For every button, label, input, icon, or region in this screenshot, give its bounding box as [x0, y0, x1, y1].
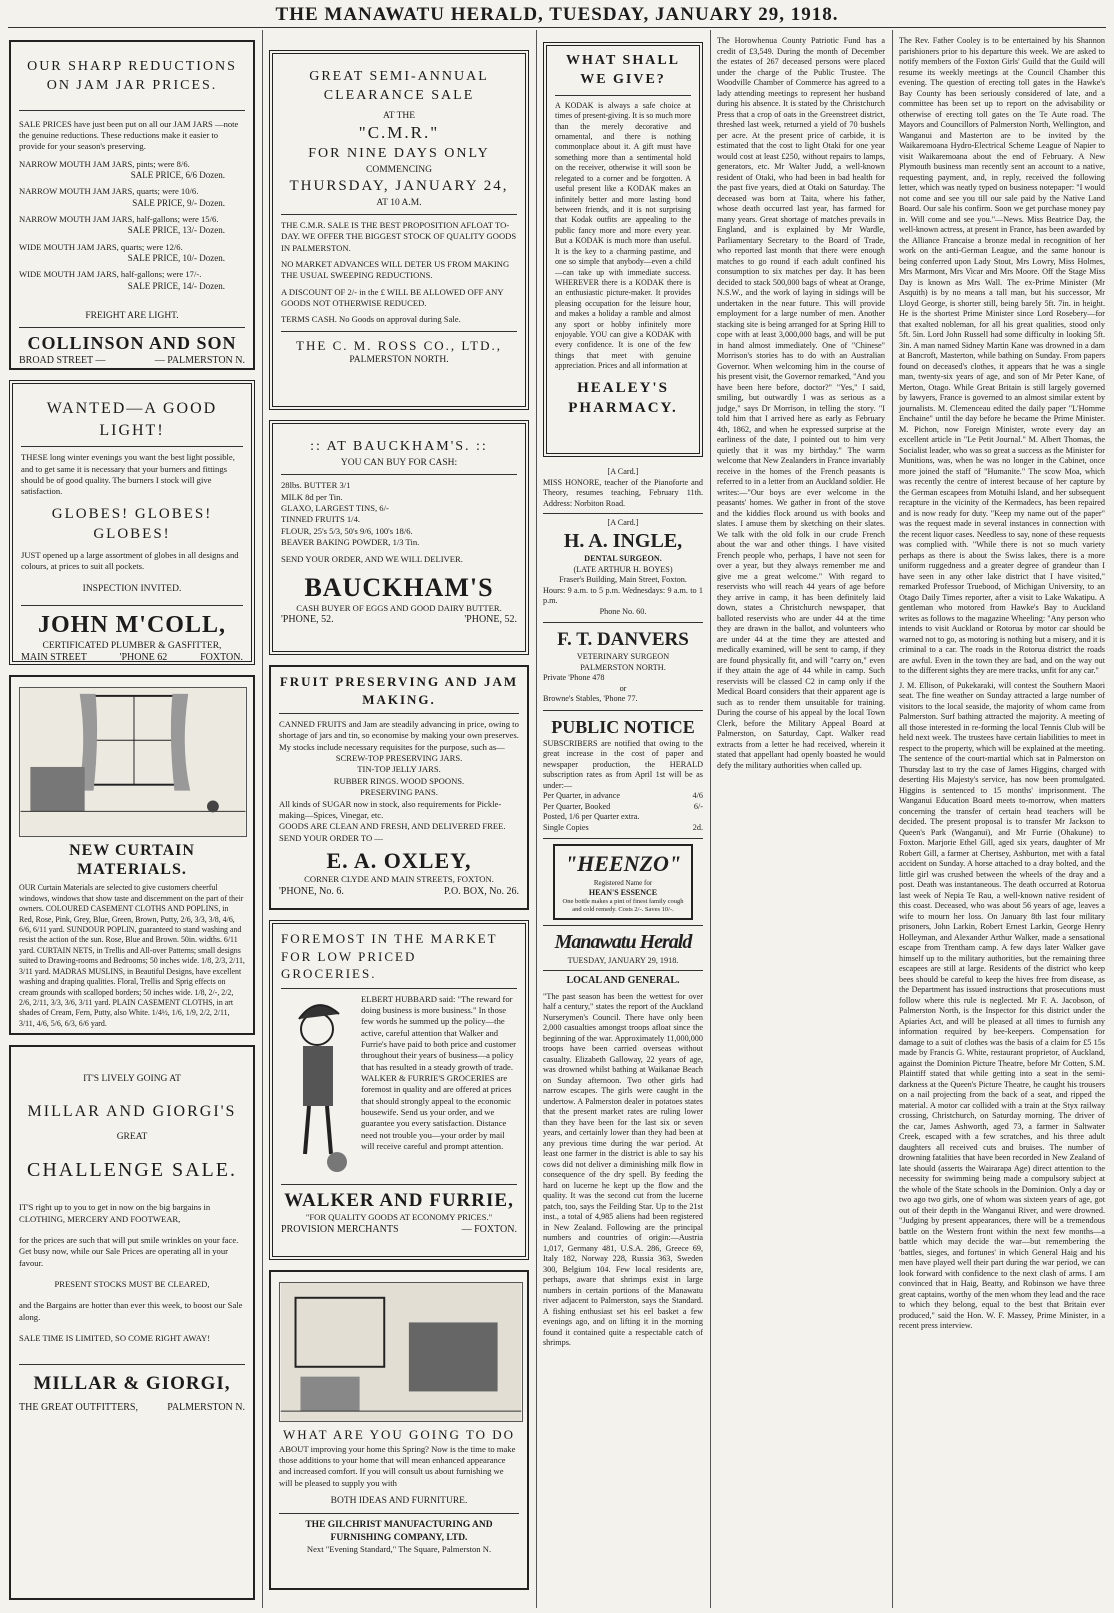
masthead-rule: [8, 27, 1106, 28]
cmr-city: PALMERSTON NORTH.: [349, 355, 449, 366]
walker-text: ELBERT HUBBARD said: "The reward for doing business is more business." In those few words he summed up the policy—the active, careful attention that Walker and Furrie's have paid to both price and customer throughout their years of business—a policy that has resulted in a steady growth of trade. WALKER & FURRIE'S GROCERIES are foremost in quality and are offered at prices that should strongly appeal to the economic housewife. Send us your order, and we guarantee you every satisfaction. Distance need not trouble you—your order by mail will receive careful and prompt attention.: [361, 993, 516, 1152]
bauck-item: FLOUR, 25's 5/3, 50's 9/6, 100's 18/6.: [281, 525, 413, 536]
jam-freight: FREIGHT ARE LIGHT.: [85, 310, 179, 321]
herald-date: TUESDAY, JANUARY 29, 1918.: [567, 956, 679, 966]
fruit-text: CANNED FRUITS and Jam are steadily advancing in price, owing to shortage of jars and tin, so economise by making your own preserves. My stocks include necessary requisites for the purpose, such as—: [279, 719, 519, 752]
jam-title-1: OUR SHARP REDUCTIONS: [27, 59, 237, 74]
jam-intro: SALE PRICES have just been put on all our JAM JARS —note the genuine reductions. These reductions make it easier to provide for your season's preserving.: [19, 118, 239, 152]
kodak-text: A KODAK is always a safe choice at times of present-giving. It is so much more than the merely decorative and ornamental, and there is nothing commonplace about it. A gift must have something more than a sentimental hold on the receiver, otherwise it will soon be relegated to a corner and be forgotten. A useful present like a KODAK makes an infinitely better and more lasting bond between friends, and it is not surprising that Kodak outfits are appealing to the public fancy more and more every year. But a KODAK is much more than useful. It is the key to a charming pastime, and one so simple that anybody—even a child—can take up with immediate success. WHEREVER there is a KODAK there is an enthusiastic picture-maker. It provides pleasing occupation for the leisure hour, and makes a holiday a ramble and almost any sport or hobby infinitely more enjoyable. YOU can give a KODAK with every confidence. It is one of the few things that meet with genuine appreciation. Prices and all information at: [555, 100, 691, 371]
rate-label: Per Quarter, Booked: [543, 801, 611, 811]
millar-text-3: PRESENT STOCKS MUST BE CLEARED,: [54, 1279, 210, 1289]
light-globes: GLOBES! GLOBES! GLOBES!: [51, 505, 213, 542]
rate-label: Posted, 1/6 per Quarter extra.: [543, 812, 640, 822]
bauck-phone-right: 'PHONE, 52.: [464, 614, 517, 626]
jam-item-line: NARROW MOUTH JAM JARS, pints; were 8/6.: [19, 158, 190, 169]
ingle-phone: Phone No. 60.: [599, 606, 647, 616]
light-addr-street: MAIN STREET: [21, 652, 87, 664]
kodak-ad: [543, 42, 703, 457]
bauck-item: 28lbs. BUTTER 3/1: [281, 480, 351, 491]
column-rule: [262, 30, 263, 1608]
cmr-text-3: A DISCOUNT OF 2/- in the £ WILL BE ALLOWED OFF ANY GOODS NOT OTHERWISE REDUCED.: [281, 286, 504, 308]
kodak-title: WHAT SHALL WE GIVE?: [565, 53, 680, 87]
notice-title: PUBLIC NOTICE: [551, 716, 695, 737]
jam-item-price: SALE PRICE, 13/- Dozen.: [127, 225, 225, 236]
ingle-name: H. A. INGLE,: [563, 529, 683, 552]
column-rule: [536, 30, 537, 1608]
fruit-phone-right: P.O. BOX, No. 26.: [443, 885, 519, 897]
cmr-t3: AT THE: [382, 110, 416, 121]
notice-text: SUBSCRIBERS are notified that owing to the great increase in the cost of paper and newspaper production, the HERALD subscription rates as from April 1st will be as under:—: [543, 738, 703, 790]
gilchrist-text: ABOUT improving your home this Spring? Now is the time to make those additions to your home that will mean enhanced appearance and increased comfort. If you will consult us about furnishing we will be pleased to supply you with: [279, 1443, 516, 1488]
bauck-send: SEND YOUR ORDER, AND WE WILL DELIVER.: [281, 554, 463, 565]
cmr-sale-ad: [269, 50, 529, 410]
millar-t2: MILLAR AND GIORGI'S: [27, 1103, 237, 1121]
fruit-text-3: GOODS ARE CLEAN AND FRESH, AND DELIVERED FREE. SEND YOUR ORDER TO —: [279, 821, 506, 843]
jam-title-2: ON JAM JAR PRICES.: [46, 77, 218, 93]
light-role: CERTIFICATED PLUMBER & GASFITTER,: [42, 640, 222, 651]
light-text-1: THESE long winter evenings you want the best light possible, and to get same it is necessary that your burners and fittings should be of good quality. The burners I stock will give satisfaction.: [21, 452, 235, 497]
jam-firm: COLLINSON AND SON: [27, 333, 237, 354]
boy-illustration: [281, 994, 356, 1179]
bauck-cash: CASH BUYER OF EGGS AND GOOD DAIRY BUTTER.: [296, 602, 502, 613]
curtain-ad: [9, 675, 255, 1035]
millar-t3: GREAT: [116, 1131, 148, 1142]
jam-addr-right: — PALMERSTON N.: [154, 354, 245, 366]
light-firm: JOHN M'COLL,: [37, 612, 226, 639]
jam-item-price: SALE PRICE, 6/6 Dozen.: [130, 170, 225, 181]
bauck-item: MILK 8d per Tin.: [281, 491, 343, 502]
fruit-item: SCREW-TOP PRESERVING JARS.: [335, 753, 463, 764]
heenzo-name: "HEENZO": [564, 851, 682, 877]
walker-tag-left: PROVISION MERCHANTS: [281, 1223, 399, 1235]
light-addr-town: FOXTON.: [200, 652, 243, 664]
fruit-item: PRESERVING PANS.: [360, 787, 438, 798]
local-general-heading: LOCAL AND GENERAL.: [566, 974, 680, 986]
heenzo-sub: Registered Name for: [593, 878, 653, 887]
danvers-ph3: Browne's Stables, 'Phone 77.: [543, 694, 638, 704]
jam-item-price: SALE PRICE, 14/- Dozen.: [127, 280, 225, 291]
column-rule: [892, 30, 893, 1608]
ingle-hours: Hours: 9 a.m. to 5 p.m. Wednesdays: 9 a.m. to 1 p.m.: [543, 585, 703, 606]
column-5-articles: [896, 30, 1108, 1338]
bauck-item: BEAVER BAKING POWDER, 1/3 Tin.: [281, 536, 420, 547]
bauck-t1: :: AT BAUCKHAM'S. ::: [310, 439, 488, 454]
ingle-late: (LATE ARTHUR H. BOYES): [573, 564, 673, 574]
walker-title: FOREMOST IN THE MARKET FOR LOW PRICED GROCERIES.: [281, 931, 498, 982]
gilchrist-firm: THE GILCHRIST MANUFACTURING AND FURNISHING COMPANY, LTD.: [305, 1520, 493, 1543]
column-5-part-b: J. M. Ellison, of Pukekaraki, will contest the Southern Maori seat. The fine weather on Sunday attracted a large number of visitors to the local seaside, the majority of whom came from Palmerston. Surf bathing attracted the majority. A meeting of all those interested in re-forming the local Tennis Club will be held next week. The trustees have certain liabilities to meet in respect to the property, which will be explained at the meeting. The sentence of the court-martial which sat in Palmerston on Thursday last to try the case of James Higgins, charged with deserting His Majesty's service, has now been promulgated. Higgins is sentenced to 15 months' imprisonment. The Wanganui Education Board meets to-morrow, when matters concerning the transfer of certain head teachers will be decided. The present proposal is to transfer Mr Jackson to Queen's Park (Wanganui), and Mr Furrie (Ohakune) to Foxton. Marjorie Ethel Gill, aged six years, daughter of Mr Robert Gill, a farmer at Chertsey, Ashburton, met with a fatal accident on Sunday. A horse attached to a dray bolted, and the little girl was crushed between the wheels of the dray and a post. Death was instantaneous. The death occurred at Rotorua last week of Nepia Te Rau, a well-known native resident of this coast. Deceased, who was about 56 years of age, leaves a wife to mourn her loss. On January 8th last four military prisoners, John Larkin, Robert Ernest Larkin, George Henry Holleyman, and Alexander Arthur Walker, made a sensational escape from Trentham camp. A few days later Walker gave himself up to the military authorities, but the remaining three escapees are still at large. Residents of the district who keep bees should be careful to keep the hives free from disease, as the Department has issued instructions that prosecutions must follow where this rule is neglected. Mr F. A. Jacobson, of Palmerston North, is the Inspector for this district under the Apiaries Act, and will be pleased at all times to furnish any information required by bee-keepers. Compensation for damage to a suit of clothes was the basis of a claim for £5 15s made by Francis G. White, restaurant proprietor, of Auckland, against the Dominion Picture Theatre, before Mr Cotten, S.M. Plaintiff stated that while getting into a seat in the semi-darkness at the Queen's Picture Theatre, he caught his trousers on a nail projecting from the back of a seat, and ripped the material. A motor car collided with a train at the Styx railway crossing, Christchurch, on Saturday morning. The driver of the car, James Ashworth, aged 73, a farmer in Saltwater Creek, escaped with a few scratches, and his three adult daughters all received cuts and bruises. The number of drowning fatalities that have been recorded in New Zealand of late should (asserts the Wairarapa Age) direct attention to the necessity for swimming being made a compulsory subject at the whole of the State schools in the Dominion. Only a day or two ago two girls, one of whom was sixteen years of age, got out of their depth in the Wanganui River, and were drowned. "Judging by present appearances, there will be a tremendous battle on the Western front within the next few months—a battle which may decide the war—but remembering the 'battles, sieges, and fortunes' in which General Haig and his men have played well their part during the war period, we can look forward with confidence to the next clash of arms. I am convinced that in Haig, Beatty, and Robinson we have three great captains, worthy of the men whom they lead and the race to which they belong, equal to the best that Britain ever produced," said the Hon. W. F. Massey, Prime Minister, in a recent press interview.: [899, 680, 1105, 1330]
heenzo-sub2: HEAN'S ESSENCE: [588, 887, 658, 897]
millar-text-4: and the Bargains are hotter than ever this week, to boost our Sale along.: [19, 1300, 243, 1322]
cmr-t8: AT 10 A.M.: [376, 197, 422, 208]
room-illustration: [279, 1282, 523, 1422]
cmr-t6: COMMENCING: [366, 164, 432, 175]
parlour-illustration: [19, 687, 247, 837]
danvers-city: PALMERSTON NORTH.: [580, 662, 666, 672]
light-inspect: INSPECTION INVITED.: [82, 583, 182, 594]
column-5-part-a: The Rev. Father Cooley is to be entertained by his Shannon parishioners prior to his departure this week. We are asked to notify members of the Foxton Girls' Guild that the Guild will resume its weekly meetings at the Council Chamber this evening. The question of erecting toll gates in the Hawke's Bay County has been seriously considered of late, and a committee has been set up to report on the advisability or otherwise of erecting toll gates on the Te Aute road. The Mayors and Councillors of Palmerston North, Wellington, and Wanganui and Masterton are to be invited by the Waikaremoana Hydro-Electrical Scheme League of Napier to visit Waikaremoana about the end of February. A New Plymouth business man recently sent an account to a native, requesting payment, and, in reply, received the following letter, which was neatly typed on business notepaper: "I would not come and see you till our sale paid by the Native Land Board. Our sale his confirm. Soon we get purchase money pay in. Will come and see you."—News. Miss Beatrice Day, the well-known actress, at present in France, has been awarded by the Alliance Francaise a bronze medal in recognition of her work on the anti-German League, and the same honour is being conferred upon Lady Stout, Mrs Lowry, Miss Holmes, Mrs Marmont, Mrs Vicar and Mrs Moore. Off the Stage Miss Day is known as Mrs Wall. The ex-Prime Minister (Mr Asquith) is by no means a tall man, but his successor, Mr Lloyd George, is shorter still, being barely 5ft. 7in. in height. He is the shortest Prime Minister since Lord Rosebery—for that exalted nobleman, for all his great qualities, stood only 5ft. 5in. Lord John Russell had some difficulty in looking 5ft. 3in. A man named Sidney Martin Kane was drowned in a dam at Bancroft, Masterton, while bathing on Sunday. From papers found on deceased's clothes, it appears that he was a single man, twenty-six years of age, and son of Mr Peter Kane, of Merton, Otago. While Great Britain is still largely governed by lawyers, France is governed to an almost similar extent by journalists. M. Clemenceau edited the daily paper "L'Homme Enchaine" until the day before he became the Prime Minister. M. Pichon, now Foreign Minister, wrote every day an excellent article in "Le Petit Journal." M. Albert Thomas, the Socialist leader, who was so great a success as the Minister for Munitions, was, when he was no longer in the Cabinet, once more joined the staff of "Humanite." The scow Moa, which was recently the centre of interest because of her capture by the German escapees from Motuihi Island, and her subsequent recapture in the vicinity of the Kermadecs, has been repaired and is now ready for duty. "Keep my name out of the paper" was the request made in several instances in connection with the recent liquor cases. Needless to say, none of these requests was complied with. "While there is not so much variety perhaps as there is about the Swiss lakes, there is a more uniform ruggedness and a greater degree of grandeur than I have seen in any other lake district that I have visited," remarked Professor Truebood, of Michigan University, to an Otago Daily Times reporter, after a visit to Lake Wakatipu. A gentleman who motored from Hawke's Bay to Auckland writes as follows to the magazine Wheeling: "Any person who intends to visit Auckland or Rotorua by motor car should be warned not to go, as motoring is nothing but a misery, and it is criminal to a car. The roads in the Rotorua district the roads are awful. Even in the town they are bad, and on the way out to the different sights they are mere tracks, unfit for any car.": [899, 36, 1105, 675]
jam-item-line: NARROW MOUTH JAM JARS, quarts; were 10/6.: [19, 186, 199, 197]
bauck-firm: BAUCKHAM'S: [304, 572, 494, 602]
curtain-text: OUR Curtain Materials are selected to give customers cheerful windows, windows that show taste and discernment on the part of their owners. COLOURED CASEMENT CLOTHS AND POPLINS, in Red, Rose, Pink, Grey, Blue, Green, Brown, Putty, 2/6, 3/3, 3/8, 4/6, 6/6, 6/11 yard. SUNDOUR POPLIN, guaranteed to stand washing and resist the action of the sun. Rose, Blue and Brown. 50in. widths. 6/11 yard. CURTAIN NETS, in Trellis and All-over Patterns; small designs suited to Drawing-rooms and Bedrooms; 50 inches wide. 1/8, 2/3, 2/11, 3/11 yard. MADRAS MUSLINS, in Beautiful Designs, have excellent washing and draping qualities. Floral, Trellis and Sprig effects on cream grounds with scalloped borders; 50 inches wide. 1/8, 2/-, 2/2, 2/6, 2/11, 3/3, 3/6, 3/11 yard. PLAIN CASEMENT CLOTHS, in art shades of Cream, Fern, Putty, also White. 1/4½, 1/6, 1/9, 2/2, 2/11, 3/11, 4/6, 5/6, 6/3, 6/6 yard.: [19, 883, 245, 1028]
herald-nameplate: Manawatu Herald: [554, 931, 692, 954]
curtain-title: NEW CURTAIN MATERIALS.: [69, 842, 195, 879]
rate-value: 2d.: [692, 822, 703, 832]
fruit-phone-left: 'PHONE, No. 6.: [279, 885, 344, 897]
jam-item-price: SALE PRICE, 9/- Dozen.: [132, 197, 225, 208]
honore-tag: [A Card.]: [607, 467, 639, 476]
cmr-t7: THURSDAY, JANUARY 24,: [289, 178, 509, 195]
honore-text: MISS HONORE, teacher of the Pianoforte and Theory, resumes teaching, February 11th. Address: Norbiton Road.: [543, 477, 703, 508]
ingle-bldg: Fraser's Building, Main Street, Foxton.: [559, 575, 687, 585]
gilchrist-addr: Next "Evening Standard," The Square, Palmerston N.: [306, 1543, 492, 1554]
jam-item-line: WIDE MOUTH JAM JARS, half-gallons; were 17/-.: [19, 269, 202, 280]
danvers-role: VETERINARY SURGEON: [576, 652, 670, 662]
jam-item-line: NARROW MOUTH JAM JARS, half-gallons; were 15/6.: [19, 214, 219, 224]
light-title: WANTED—A GOOD LIGHT!: [46, 400, 218, 439]
heenzo-ad: [553, 844, 693, 920]
bauck-item: GLAXO, LARGEST TINS, 6/-: [281, 502, 389, 513]
fruit-addr: CORNER CLYDE AND MAIN STREETS, FOXTON.: [304, 874, 494, 885]
column-4-articles: The Horowhenua County Patriotic Fund has a credit of £3,549. During the month of December the estates of 267 deceased persons were placed under the charge of the Public Trustee. The Woodville Chamber of Commerce has agreed to a lady attending meetings to represent her husband during his absence. It is stated by the Christchurch Press that a crop of oats in the Greenstreet district, threshed last week, returned a yield of 70 bushels per acre. At the present price of carbide, it is estimated that the cost to light Otaki for one year would cost at least £250, without repairs to lamps, generators, etc. Mr Walter Judd, a well-known resident of Otaki, who had been in bad health for the past five years, died at Otaki on Saturday. The deceased was born at Taita, where his father, whose death occurred last year, has farmed for many years. Great shortage of matches prevails in England, and is explained by Mr Wardle, Parliamentary Secretary to the Board of Trade, who reported last month that there were enough matches to go round if each adult confined his consumption to six matches per day. It has been decided to stack 500,000 bags of wheat at Orange, N.S.W., and the work of laying in sidings will be undertaken in the near future. This will provide employment for a large number of men. Another stacking site is being arranged for at Spring Hill to cope with at least 3,000,000 bags, and will be put in hand almost immediately. One of "Chinese" Morrison's stories has to do with an Australian Governor. When welcoming him in the course of his present visit, the Governor remarked, "And you have been here before, doctor?" "Yes," I said, smiling, but outwardly I was as serious as a judge," says Dr Morrison, in telling the story. "I told him that I arrived here as early as February 4th, 1862, and when he expressed surprise at the earliness of the date, I pointed out to him very quietly that it was my birthday." The warm welcome that New Zealanders in France invariably receive in the homes of the French peasants is referred to in a letter from an Auckland soldier. He writes:—"Our boys are ever welcome in the peasants' homes. We gather in front of the stove and the kiddies flock around us with books and slates. I amuse them by sketching on their slates. We talk with the old folk in our crude French about the war and other things. I have visited French people who, perhaps, I have not seen for over a year, but they always remember me and give me a great welcome." With regard to reservists who will reach 44 years of age before they arrive in camp, it has been definitely laid down, states a Christchurch newspaper, that balloted reservists who are under 44 at the time they are drawn in the ballot, and volunteers who are under 44 at the time they are attested and medically examined, will be sent to camp, if they are found physically fit, and will "carry on," even if they attain the age of 44 while in camp. Such reservists will be classed C2 in camp only if the Medical Board considers that their apparent age is such as to render them unsuitable for training. During the course of his appeal by the local Town Clerk, before the Military Appeal Board at Palmerston, on Saturday, Capt. Walker read extracts from a letter he had received, wherein it stated that appellant had openly boasted he would defy the military authorities when called up.: [717, 36, 885, 770]
ingle-tag: [A Card.]: [607, 518, 639, 527]
fruit-item: TIN-TOP JELLY JARS.: [357, 764, 441, 775]
jam-jar-ad: [9, 40, 255, 370]
cmr-t4: "C.M.R.": [358, 123, 440, 143]
fruit-firm: E. A. OXLEY,: [326, 847, 472, 873]
cmr-t2: CLEARANCE SALE: [323, 87, 475, 103]
column-4: [714, 30, 888, 1608]
column-2: [266, 30, 532, 1608]
millar-text-2: for the prices are such that will put smile wrinkles on your face. Get busy now, while our Sale Prices are operating all in your favour.: [19, 1234, 239, 1268]
fruit-text-2: All kinds of SUGAR now in stock, also requirements for Pickle-making—Spices, Vinegar, etc.: [279, 798, 502, 820]
column-3: [540, 30, 706, 1608]
ingle-role: DENTAL SURGEON.: [584, 554, 662, 564]
column-rule: [710, 30, 711, 1608]
masthead: THE MANAWATU HERALD, TUESDAY, JANUARY 29, 1918.: [275, 4, 839, 25]
walker-slogan: "FOR QUALITY GOODS AT ECONOMY PRICES.": [305, 1212, 493, 1223]
danvers-ph1: Private 'Phone 478: [543, 673, 605, 683]
cmr-firm: THE C. M. ROSS CO., LTD.,: [296, 337, 502, 353]
millar-text-5: SALE TIME IS LIMITED, SO COME RIGHT AWAY!: [19, 1333, 211, 1344]
gilchrist-title: WHAT ARE YOU GOING TO DO: [282, 1427, 516, 1442]
kodak-firm: HEALEY'S PHARMACY.: [568, 379, 678, 416]
walker-furrie-ad: [269, 920, 529, 1260]
cmr-terms: TERMS CASH. No Goods on approval during Sale.: [281, 314, 461, 325]
millar-firm: MILLAR & GIORGI,: [33, 1373, 231, 1395]
column-5: [896, 30, 1108, 1608]
heenzo-small: One bottle makes a pint of finest family cough and cold remedy. Costs 2/-. Saves 10/-.: [562, 897, 684, 914]
light-addr-phone: 'PHONE 62: [119, 652, 168, 664]
millar-text-1: IT'S right up to you to get in now on the big bargains in CLOTHING, MERCERY AND FOOTWEAR,: [19, 1202, 211, 1224]
millar-t1: IT'S LIVELY GOING AT: [83, 1074, 181, 1084]
rate-label: Single Copies: [543, 822, 589, 832]
bauckham-ad: [269, 420, 529, 655]
gilchrist-ad: [269, 1270, 529, 1590]
bauck-item: TINNED FRUITS 1/4.: [281, 514, 361, 525]
danvers-name: F. T. DANVERS: [557, 629, 689, 651]
column-3-articles: "The past season has been the wettest for over half a century," states the report of the Auckland Nurserymen's Council. There have only been 2,000 casualties amongst troops afloat since the beginning of the war. Approximately 11,000,000 troops have been carried overseas without casualty. Elizabeth Galloway, 22 years of age, was drowned whilst bathing at Waikanae Beach on Sunday afternoon. Two other girls had narrow escapes. The girls were caught in the undertow. A Palmerston dealer in potatoes states that the present market rates are ruling lower than they have been for the last six or seven years, and certainly lower than they had been at any previous time during the war period. At least one farmer in the district is able to say his cows did not deliver a diminishing milk flow in consequence of the dry spell. By feeding the hard on lucerne he kept up the flow and the quality. It was the second cut from the lucerne patch, too, says the Feilding Star. Up to the 21st inst., a total of 4,985 aliens had been registered in New Zealand. Following are the principal numbers and countries of origin:—Austria 1,017, Germany 481, U.S.A. 286, Greece 69, Italy 182, Norway 228, Russia 363, Sweden 300, Belgium 104. Few local residents are, perhaps, aware that shrimps exist in large numbers in certain portions of the Manawatu river adjacent to Palmerston, says the Standard. A fishing enthusiast set his eel basket a few evenings ago, and on lifting it in the morning found it contained quite a respectable catch of shrimps.: [543, 991, 703, 1348]
cmr-text-2: NO MARKET ADVANCES WILL DETER US FROM MAKING THE USUAL SWEEPING REDUCTIONS.: [281, 258, 510, 281]
light-text-2: JUST opened up a large assortment of globes in all designs and colours, at prices to suit all pockets.: [21, 550, 239, 572]
cmr-t5: FOR NINE DAYS ONLY: [308, 146, 490, 162]
rate-value: 6/-: [693, 801, 703, 811]
millar-giorgi-ad: [9, 1045, 255, 1600]
bauck-t2: YOU CAN BUY FOR CASH:: [340, 457, 458, 468]
millar-tag-left: THE GREAT OUTFITTERS,: [19, 1402, 138, 1414]
cmr-text-1: THE C.M.R. SALE IS THE BEST PROPOSITION AFLOAT TO-DAY. WE OFFER THE BIGGEST STOCK OF QUALITY GOODS IN PALMERSTON.: [281, 219, 517, 253]
good-light-ad: [9, 380, 255, 665]
millar-tag-right: PALMERSTON N.: [167, 1402, 245, 1414]
rate-label: Per Quarter, in advance: [543, 791, 620, 801]
fruit-preserving-ad: [269, 665, 529, 910]
gilchrist-both: BOTH IDEAS AND FURNITURE.: [330, 1495, 468, 1506]
walker-firm: WALKER AND FURRIE,: [284, 1189, 514, 1211]
rate-value: 4/6: [692, 791, 703, 801]
cmr-t1: GREAT SEMI-ANNUAL: [309, 69, 489, 84]
danvers-ph2: or: [619, 683, 627, 693]
millar-t4: CHALLENGE SALE.: [27, 1159, 237, 1182]
jam-item-line: WIDE MOUTH JAM JARS, quarts; were 12/6.: [19, 241, 183, 252]
column-1: [6, 30, 258, 1608]
bauck-phone-left: 'PHONE, 52.: [281, 614, 334, 626]
walker-tag-right: — FOXTON.: [461, 1223, 517, 1235]
fruit-item: RUBBER RINGS. WOOD SPOONS.: [333, 775, 465, 786]
jam-item-price: SALE PRICE, 10/- Dozen.: [127, 252, 225, 263]
jam-addr-left: BROAD STREET —: [19, 354, 106, 366]
fruit-title: FRUIT PRESERVING AND JAM MAKING.: [279, 674, 519, 707]
